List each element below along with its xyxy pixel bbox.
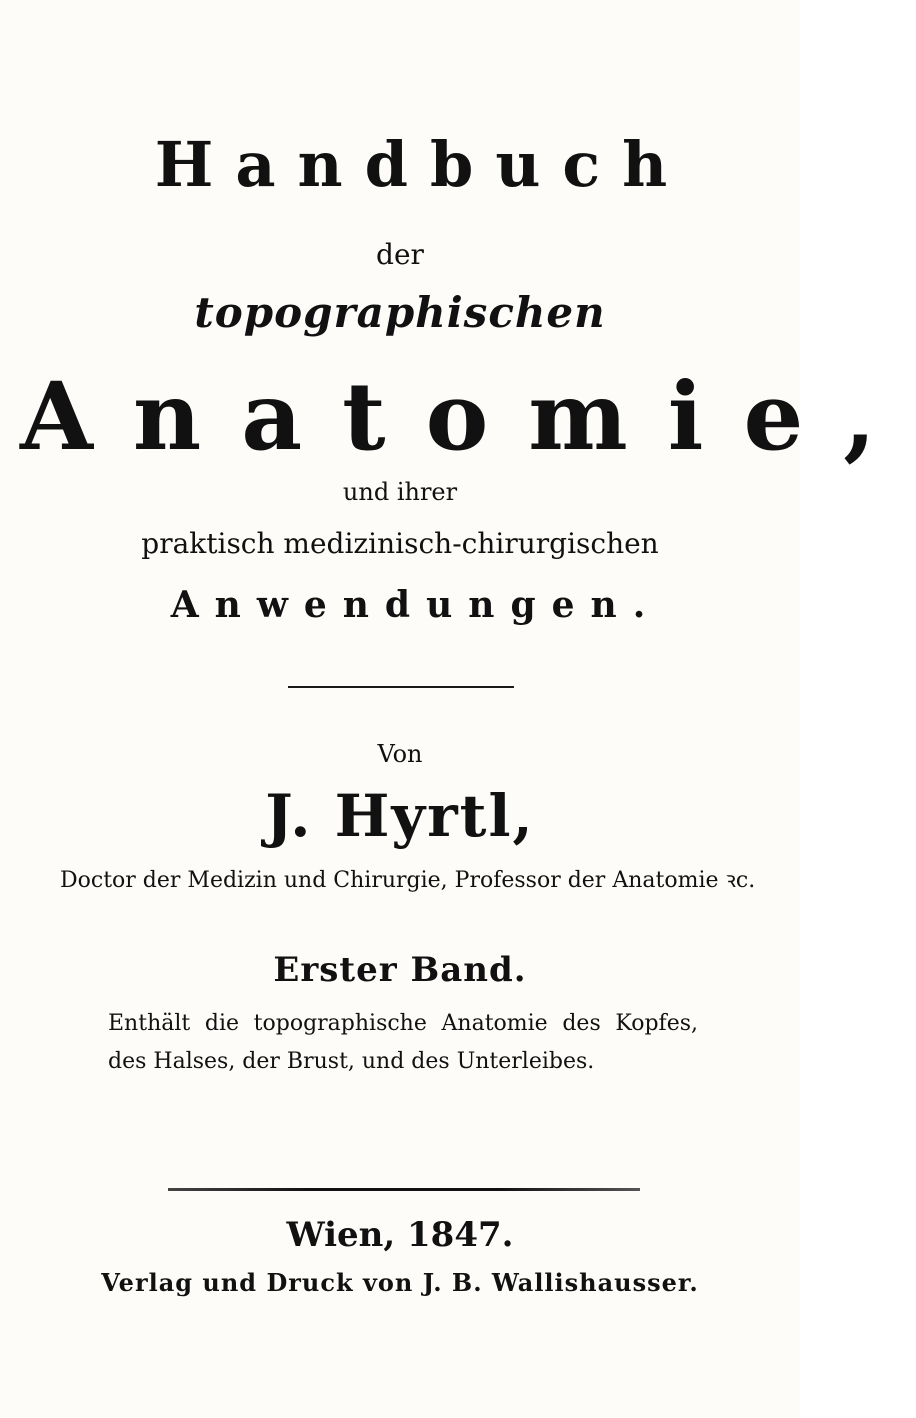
author-credentials: Doctor der Medizin und Chirurgie, Professor der Anatomie ꝛc. (60, 868, 756, 893)
book-title: Handbuch (154, 128, 690, 201)
volume-label: Erster Band. (273, 950, 527, 990)
divider-rule (288, 686, 514, 688)
title-subject: Anatomie, (20, 362, 916, 472)
imprint-publisher: Verlag und Druck von J. B. Wallishausser. (101, 1268, 699, 1297)
title-applications: Anwendungen. (170, 584, 662, 626)
author-prefix: Von (377, 740, 423, 768)
author-name: J. Hyrtl, (265, 782, 535, 850)
title-qualifier: praktisch medizinisch-chirurgischen (141, 527, 659, 560)
imprint-place-year: Wien, 1847. (286, 1215, 514, 1255)
title-connector-der: der (376, 238, 424, 271)
divider-rule-bottom (168, 1188, 640, 1191)
title-connector-und: und ihrer (342, 478, 458, 506)
title-adjective: topographischen (194, 288, 606, 337)
volume-contents: Enthält die topographische Anatomie des Kopfes, des Halses, der Brust, und des Unterleibes. (108, 1011, 698, 1074)
